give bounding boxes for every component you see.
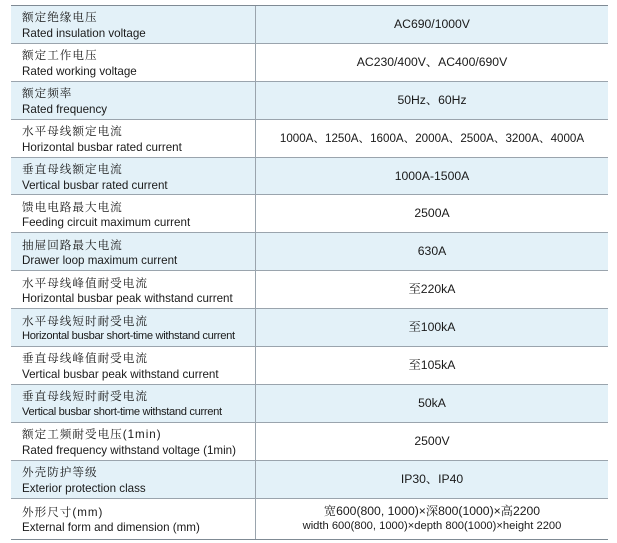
parameter-name-zh: 额定工频耐受电压(1min) [22, 428, 162, 442]
parameter-name-en: Horizontal busbar peak withstand current [22, 292, 233, 306]
parameter-name-zh: 垂直母线额定电流 [22, 163, 123, 176]
parameter-name-en: Vertical busbar peak withstand current [22, 367, 219, 381]
parameter-value [256, 385, 608, 422]
parameter-name-en: Vertical busbar rated current [22, 178, 168, 192]
parameter-value-text: 至100kA [408, 320, 456, 335]
parameter-name-zh: 额定频率 [22, 87, 73, 101]
parameter-value-text-en: width 600(800, 1000)×depth 800(1000)×height 2200 [302, 519, 562, 532]
parameter-name-en: Drawer loop maximum current [22, 254, 178, 268]
parameter-value [256, 82, 608, 119]
parameter-name-en: Feeding circuit maximum current [22, 216, 191, 230]
table-row [11, 461, 608, 499]
parameter-label [11, 309, 256, 346]
parameter-label [11, 120, 256, 157]
parameter-value-text: AC690/1000V [394, 16, 470, 31]
parameter-name-en: Rated insulation voltage [22, 26, 146, 40]
table-row [11, 195, 608, 233]
table-row [11, 120, 608, 158]
parameter-label [11, 461, 256, 498]
table-row [11, 82, 608, 120]
parameter-label [11, 271, 256, 308]
parameter-label [11, 499, 256, 539]
parameter-value [256, 120, 608, 157]
table-row [11, 44, 608, 82]
table-row [11, 423, 608, 461]
parameter-name-en: Exterior protection class [22, 481, 146, 495]
parameter-name-zh: 外壳防护等级 [22, 466, 98, 480]
parameter-name-en: External form and dimension (mm) [22, 521, 200, 535]
table-row [11, 233, 608, 271]
parameter-label [11, 6, 256, 43]
table-row [11, 347, 608, 385]
parameter-name-zh: 垂直母线峰值耐受电流 [22, 352, 148, 366]
parameter-value-text: 630A [417, 244, 447, 259]
parameter-value [256, 461, 608, 498]
table-row [11, 499, 608, 539]
parameter-value-text: 50Hz、60Hz [397, 92, 467, 107]
parameter-name-zh: 额定绝缘电压 [22, 11, 98, 25]
parameter-value [256, 195, 608, 232]
parameter-name-en: Horizontal busbar rated current [22, 140, 182, 154]
parameter-value-text: 宽600(800, 1000)×深800(1000)×高2200 [323, 503, 541, 518]
parameter-label [11, 385, 256, 422]
parameter-name-zh: 水平母线峰值耐受电流 [22, 276, 148, 290]
parameter-name-en: Rated frequency withstand voltage (1min) [22, 443, 236, 457]
parameter-value [256, 499, 608, 539]
parameter-name-en: Vertical busbar short-time withstand current [22, 405, 222, 418]
parameter-value-text: 1000A、1250A、1600A、2000A、2500A、3200A、4000A [279, 131, 585, 145]
parameter-name-zh: 水平母线短时耐受电流 [22, 314, 148, 328]
parameter-value [256, 309, 608, 346]
parameter-label [11, 158, 256, 195]
parameter-value-text: 2500A [414, 206, 450, 221]
parameter-value [256, 44, 608, 81]
table-row [11, 158, 608, 196]
parameter-name-en: Horizontal busbar short-time withstand current [22, 330, 235, 343]
parameter-value [256, 6, 608, 43]
parameter-label [11, 233, 256, 270]
table-row [11, 309, 608, 347]
parameter-value [256, 423, 608, 460]
parameter-value [256, 233, 608, 270]
parameter-value-text: 1000A-1500A [394, 168, 470, 183]
parameter-value-text: 至220kA [408, 282, 456, 297]
parameter-name-zh: 馈电电路最大电流 [22, 200, 123, 214]
specification-table [11, 5, 608, 540]
parameter-label [11, 347, 256, 384]
parameter-label [11, 44, 256, 81]
parameter-name-zh: 抽屉回路最大电流 [22, 238, 123, 252]
table-row [11, 6, 608, 44]
parameter-label [11, 82, 256, 119]
parameter-value-text: 50kA [418, 395, 446, 410]
parameter-label [11, 195, 256, 232]
parameter-value-text: 2500V [414, 433, 450, 448]
parameter-value [256, 347, 608, 384]
parameter-name-zh: 额定工作电压 [22, 49, 98, 63]
table-row [11, 385, 608, 423]
parameter-name-zh: 外形尺寸(mm) [22, 505, 104, 519]
parameter-value [256, 271, 608, 308]
parameter-value-text: 至105kA [408, 357, 456, 372]
parameter-value [256, 158, 608, 195]
parameter-name-zh: 垂直母线短时耐受电流 [22, 390, 148, 404]
parameter-name-en: Rated frequency [22, 102, 108, 116]
parameter-label [11, 423, 256, 460]
parameter-name-zh: 水平母线额定电流 [22, 125, 123, 139]
parameter-name-en: Rated working voltage [22, 64, 137, 78]
table-row [11, 271, 608, 309]
parameter-value-text: IP30、IP40 [400, 471, 464, 486]
parameter-value-text: AC230/400V、AC400/690V [356, 54, 508, 69]
